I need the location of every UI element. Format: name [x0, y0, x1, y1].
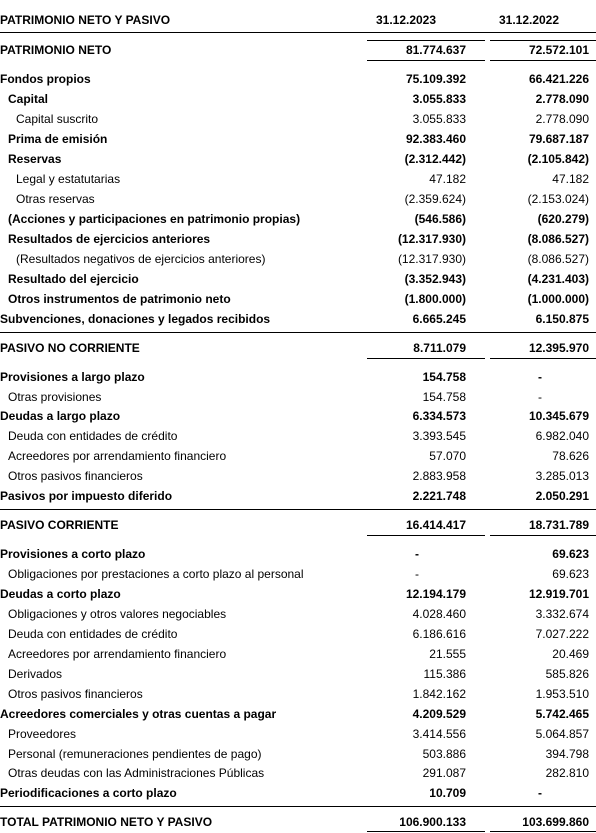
- table-row: [0, 684, 596, 704]
- row-label: Legal y estatutarias: [16, 172, 121, 186]
- value-2023: 3.393.545: [412, 429, 466, 443]
- value-2023: (3.352.943): [404, 272, 466, 286]
- row-label: Resultados de ejercicios anteriores: [8, 232, 211, 246]
- total-line-bottom: [367, 358, 485, 359]
- table-row: [0, 783, 596, 803]
- table-row: [0, 406, 596, 426]
- total-line-top: [490, 40, 596, 41]
- header-col-2022: 31.12.2022: [498, 13, 560, 27]
- value-2023: 8.711.079: [413, 341, 466, 355]
- value-2023: 3.055.833: [412, 92, 466, 106]
- value-2023: 1.842.162: [412, 687, 466, 701]
- value-2022: 585.826: [545, 667, 589, 681]
- row-label: Resultado del ejercicio: [8, 272, 139, 286]
- table-row: [0, 544, 596, 564]
- value-2022: 394.798: [545, 747, 589, 761]
- value-2023: 2.883.958: [412, 469, 466, 483]
- table-row: [0, 724, 596, 744]
- table-row: [0, 149, 596, 169]
- value-2022: 69.623: [552, 567, 589, 581]
- value-2023: (12.317.930): [397, 252, 466, 266]
- value-2022: 5.064.857: [535, 727, 589, 741]
- value-2022: 72.572.101: [528, 43, 589, 57]
- row-label: Personal (remuneraciones pendientes de pago): [8, 747, 262, 761]
- table-row: [0, 604, 596, 624]
- total-line-bottom: [367, 60, 485, 61]
- row-label: Deuda con entidades de crédito: [8, 627, 178, 641]
- value-2023: 10.709: [429, 786, 466, 800]
- value-2023: -: [415, 567, 419, 581]
- value-2023: 503.886: [422, 747, 466, 761]
- value-2023: 154.758: [422, 370, 466, 384]
- section-total-row: [0, 338, 596, 358]
- value-2023: 6.186.616: [412, 627, 466, 641]
- value-2022: -: [538, 390, 542, 404]
- table-row: [0, 169, 596, 189]
- header-title: PATRIMONIO NETO Y PASIVO: [0, 13, 171, 27]
- row-label: Acreedores por arrendamiento financiero: [8, 647, 227, 661]
- value-2023: 154.758: [422, 390, 466, 404]
- row-label: Proveedores: [8, 727, 77, 741]
- row-label: Pasivos por impuesto diferido: [0, 489, 173, 503]
- row-label: Otras deudas con las Administraciones Públicas: [8, 766, 265, 780]
- value-2022: (1.000.000): [527, 292, 589, 306]
- value-2023: 81.774.637: [405, 43, 466, 57]
- value-2023: 4.028.460: [412, 607, 466, 621]
- value-2023: (12.317.930): [397, 232, 466, 246]
- header-divider: [0, 32, 596, 33]
- value-2023: (2.312.442): [404, 152, 466, 166]
- row-label: PASIVO CORRIENTE: [0, 518, 119, 532]
- value-2023: 115.386: [423, 667, 466, 681]
- row-label: PATRIMONIO NETO: [0, 43, 112, 57]
- value-2022: 12.395.970: [528, 341, 589, 355]
- value-2022: (620.279): [537, 212, 589, 226]
- value-2023: 16.414.417: [405, 518, 466, 532]
- value-2023: 291.087: [422, 766, 466, 780]
- row-label: PASIVO NO CORRIENTE: [0, 341, 140, 355]
- table-row: [0, 426, 596, 446]
- row-label: Provisiones a corto plazo: [0, 547, 146, 561]
- total-divider: [0, 806, 596, 807]
- value-2022: 6.150.875: [535, 312, 589, 326]
- row-label: Obligaciones por prestaciones a corto plazo al personal: [8, 567, 304, 581]
- table-row: [0, 584, 596, 604]
- value-2023: (2.359.624): [404, 192, 466, 206]
- row-label: Otros pasivos financieros: [8, 469, 143, 483]
- grand-total-row: [0, 812, 596, 832]
- value-2023: 6.665.245: [412, 312, 466, 326]
- row-label: Deuda con entidades de crédito: [8, 429, 178, 443]
- table-row: [0, 209, 596, 229]
- value-2022: 7.027.222: [535, 627, 589, 641]
- value-2022: 5.742.465: [535, 707, 589, 721]
- value-2022: 282.810: [545, 766, 589, 780]
- value-2022: 6.982.040: [535, 429, 589, 443]
- value-2023: 106.900.133: [399, 815, 466, 829]
- row-label: Capital suscrito: [16, 112, 99, 126]
- section-divider: [0, 509, 596, 510]
- total-line-bottom: [490, 535, 596, 536]
- table-row: [0, 249, 596, 269]
- row-label: Acreedores por arrendamiento financiero: [8, 449, 227, 463]
- value-2022: 10.345.679: [528, 409, 589, 423]
- value-2023: (546.586): [414, 212, 466, 226]
- value-2023: 12.194.179: [405, 587, 466, 601]
- value-2022: 3.332.674: [535, 607, 589, 621]
- table-row: [0, 69, 596, 89]
- table-row: [0, 486, 596, 506]
- value-2022: 18.731.789: [528, 518, 589, 532]
- row-label: Derivados: [8, 667, 63, 681]
- table-header: [0, 10, 596, 30]
- table-row: [0, 744, 596, 764]
- value-2023: -: [415, 547, 419, 561]
- row-label: Otras provisiones: [8, 390, 102, 404]
- table-row: [0, 309, 596, 329]
- row-label: Deudas a largo plazo: [0, 409, 121, 423]
- value-2023: 75.109.392: [405, 72, 466, 86]
- row-label: Reservas: [8, 152, 62, 166]
- value-2022: -: [538, 786, 542, 800]
- value-2022: 79.687.187: [528, 132, 589, 146]
- value-2022: 20.469: [552, 647, 589, 661]
- row-label: Periodificaciones a corto plazo: [0, 786, 177, 800]
- value-2022: 2.050.291: [535, 489, 589, 503]
- row-label: Obligaciones y otros valores negociables: [8, 607, 227, 621]
- table-row: [0, 387, 596, 407]
- value-2023: 3.055.833: [412, 112, 466, 126]
- table-row: [0, 624, 596, 644]
- value-2022: 78.626: [552, 449, 589, 463]
- table-row: [0, 564, 596, 584]
- value-2023: 2.221.748: [412, 489, 466, 503]
- table-row: [0, 664, 596, 684]
- value-2022: 66.421.226: [528, 72, 589, 86]
- total-line-bottom: [490, 60, 596, 61]
- value-2022: 12.919.701: [528, 587, 589, 601]
- value-2023: 6.334.573: [412, 409, 466, 423]
- value-2023: 92.383.460: [405, 132, 466, 146]
- table-row: [0, 367, 596, 387]
- section-total-row: [0, 40, 596, 60]
- value-2022: (2.153.024): [527, 192, 589, 206]
- value-2022: 2.778.090: [535, 92, 589, 106]
- value-2022: 2.778.090: [535, 112, 589, 126]
- row-label: Deudas a corto plazo: [0, 587, 121, 601]
- row-label: Capital: [8, 92, 49, 106]
- row-label: Prima de emisión: [8, 132, 108, 146]
- table-row: [0, 189, 596, 209]
- table-row: [0, 289, 596, 309]
- table-row: [0, 89, 596, 109]
- table-row: [0, 466, 596, 486]
- value-2022: 47.182: [552, 172, 589, 186]
- value-2022: (4.231.403): [527, 272, 589, 286]
- value-2022: (2.105.842): [527, 152, 589, 166]
- table-row: [0, 704, 596, 724]
- table-row: [0, 644, 596, 664]
- value-2022: -: [538, 370, 542, 384]
- row-label: (Acciones y participaciones en patrimonio propias): [8, 212, 301, 226]
- value-2022: 3.285.013: [535, 469, 589, 483]
- row-label: Otros pasivos financieros: [8, 687, 143, 701]
- value-2022: (8.086.527): [527, 252, 589, 266]
- value-2022: 69.623: [552, 547, 589, 561]
- header-col-2023: 31.12.2023: [375, 13, 437, 27]
- value-2022: (8.086.527): [527, 232, 589, 246]
- value-2023: 57.070: [429, 449, 466, 463]
- table-row: [0, 269, 596, 289]
- total-line-bottom: [490, 831, 596, 832]
- value-2023: 21.555: [429, 647, 466, 661]
- table-row: [0, 763, 596, 783]
- value-2022: 1.953.510: [535, 687, 589, 701]
- value-2023: 3.414.556: [412, 727, 466, 741]
- total-line-bottom: [367, 535, 485, 536]
- table-row: [0, 229, 596, 249]
- row-label: Acreedores comerciales y otras cuentas a pagar: [0, 707, 277, 721]
- row-label: Subvenciones, donaciones y legados recibidos: [0, 312, 271, 326]
- value-2022: 103.699.860: [522, 815, 589, 829]
- total-line-top: [367, 40, 485, 41]
- row-label: Provisiones a largo plazo: [0, 370, 145, 384]
- row-label: (Resultados negativos de ejercicios anteriores): [16, 252, 266, 266]
- table-row: [0, 109, 596, 129]
- section-total-row: [0, 515, 596, 535]
- total-line-bottom: [490, 358, 596, 359]
- total-line-bottom: [367, 831, 485, 832]
- value-2023: 4.209.529: [412, 707, 466, 721]
- row-label: Otras reservas: [16, 192, 95, 206]
- table-row: [0, 446, 596, 466]
- value-2023: 47.182: [429, 172, 466, 186]
- row-label: Otros instrumentos de patrimonio neto: [8, 292, 231, 306]
- row-label: Fondos propios: [0, 72, 91, 86]
- table-row: [0, 129, 596, 149]
- section-divider: [0, 332, 596, 333]
- row-label: TOTAL PATRIMONIO NETO Y PASIVO: [0, 815, 213, 829]
- value-2023: (1.800.000): [404, 292, 466, 306]
